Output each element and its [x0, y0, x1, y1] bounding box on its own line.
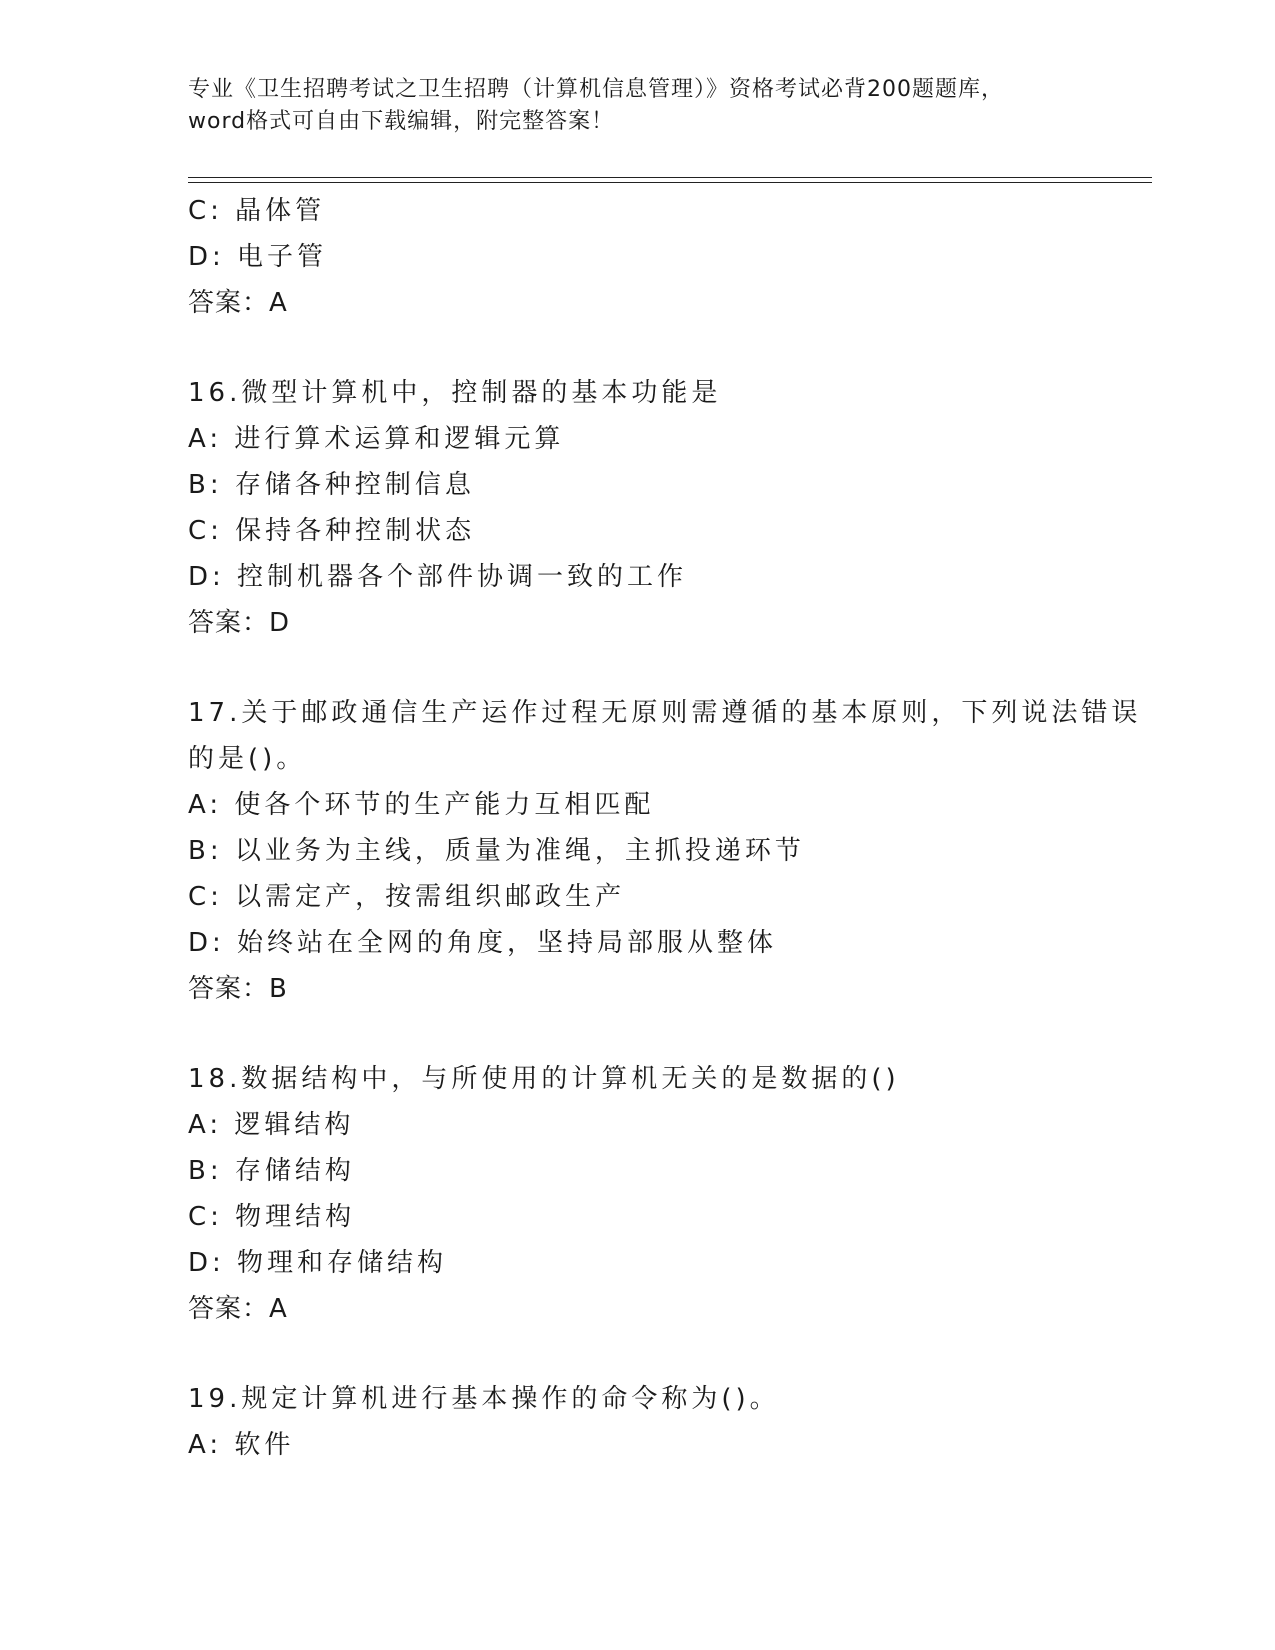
answer-line: 答案：D	[188, 608, 291, 638]
answer-line: 答案：A	[188, 1294, 288, 1324]
option-d: D: 控制机器各个部件协调一致的工作	[188, 562, 688, 592]
document-header	[188, 74, 1088, 138]
option-c: C: 晶体管	[188, 196, 326, 226]
spacer	[188, 1012, 1148, 1056]
option-a: A: 软件	[188, 1430, 295, 1460]
option-a: A: 使各个环节的生产能力互相匹配	[188, 790, 655, 820]
question-stem: 16.微型计算机中，控制器的基本功能是	[188, 378, 722, 408]
option-b: B: 存储结构	[188, 1156, 355, 1186]
answer-line: 答案：A	[188, 288, 288, 318]
option-d: D: 电子管	[188, 242, 328, 272]
question-18	[188, 1056, 1148, 1332]
spacer	[188, 326, 1148, 370]
question-15-continued	[188, 188, 1148, 326]
option-d: D: 始终站在全网的角度，坚持局部服从整体	[188, 928, 778, 958]
option-c: C: 以需定产，按需组织邮政生产	[188, 882, 626, 912]
option-b: B: 以业务为主线，质量为准绳，主抓投递环节	[188, 836, 805, 866]
header-title-line-2: word格式可自由下载编辑，附完整答案！	[188, 109, 615, 134]
question-17	[188, 690, 1148, 1012]
option-c: C: 物理结构	[188, 1202, 356, 1232]
spacer	[188, 1332, 1148, 1376]
option-c: C: 保持各种控制状态	[188, 516, 476, 546]
option-d: D: 物理和存储结构	[188, 1248, 448, 1278]
option-b: B: 存储各种控制信息	[188, 470, 475, 500]
option-a: A: 逻辑结构	[188, 1110, 355, 1140]
header-divider-top	[188, 177, 1152, 178]
question-stem: 17.关于邮政通信生产运作过程无原则需遵循的基本原则，下列说法错误的是()。	[188, 698, 1142, 774]
question-stem: 19.规定计算机进行基本操作的命令称为()。	[188, 1384, 780, 1414]
spacer	[188, 646, 1148, 690]
answer-line: 答案：B	[188, 974, 288, 1004]
header-title-line-1: 专业《卫生招聘考试之卫生招聘（计算机信息管理）》资格考试必背200题题库，	[188, 77, 1004, 102]
question-list	[188, 188, 1148, 1468]
question-19	[188, 1376, 1148, 1468]
header-divider-bottom	[188, 182, 1152, 183]
question-stem: 18.数据结构中，与所使用的计算机无关的是数据的()	[188, 1064, 900, 1094]
option-a: A: 进行算术运算和逻辑元算	[188, 424, 565, 454]
question-16	[188, 370, 1148, 646]
